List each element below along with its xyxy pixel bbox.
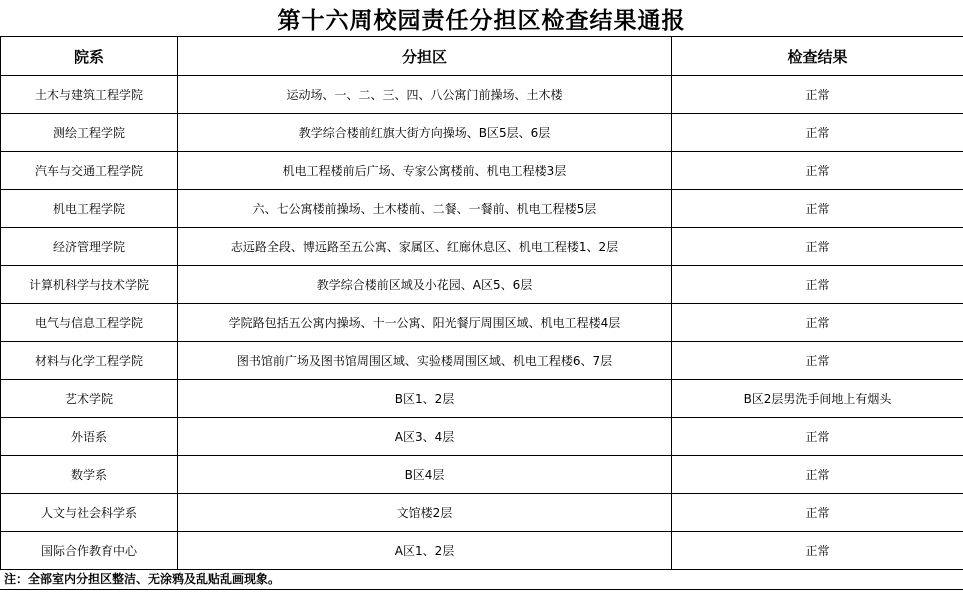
cell-dept: 汽车与交通工程学院 [1,152,178,190]
cell-dept: 测绘工程学院 [1,114,178,152]
cell-result: 正常 [672,76,963,114]
cell-area: B区4层 [178,456,672,494]
cell-result: 正常 [672,228,963,266]
table-row [1,304,963,342]
cell-area: 机电工程楼前后广场、专家公寓楼前、机电工程楼3层 [178,152,672,190]
cell-dept: 计算机科学与技术学院 [1,266,178,304]
inspection-table [0,36,963,570]
cell-dept: 土木与建筑工程学院 [1,76,178,114]
cell-area: 教学综合楼前区域及小花园、A区5、6层 [178,266,672,304]
header-area: 分担区 [178,37,672,76]
cell-result: 正常 [672,456,963,494]
table-row [1,532,963,570]
table-row [1,494,963,532]
table-row [1,114,963,152]
cell-result: 正常 [672,266,963,304]
cell-area: 学院路包括五公寓内操场、十一公寓、阳光餐厅周围区域、机电工程楼4层 [178,304,672,342]
cell-area: 六、七公寓楼前操场、土木楼前、二餐、一餐前、机电工程楼5层 [178,190,672,228]
cell-dept: 材料与化学工程学院 [1,342,178,380]
cell-area: 图书馆前广场及图书馆周围区域、实验楼周围区域、机电工程楼6、7层 [178,342,672,380]
table-row [1,76,963,114]
cell-result: 正常 [672,494,963,532]
cell-result: 正常 [672,304,963,342]
table-row [1,190,963,228]
cell-result: 正常 [672,190,963,228]
table-row [1,456,963,494]
header-result: 检查结果 [672,37,963,76]
cell-result: 正常 [672,152,963,190]
cell-result: 正常 [672,418,963,456]
cell-result: 正常 [672,114,963,152]
cell-area: B区1、2层 [178,380,672,418]
cell-area: 文馆楼2层 [178,494,672,532]
cell-dept: 电气与信息工程学院 [1,304,178,342]
cell-dept: 人文与社会科学系 [1,494,178,532]
cell-dept: 数学系 [1,456,178,494]
cell-area: 志远路全段、博远路至五公寓、家属区、红廊休息区、机电工程楼1、2层 [178,228,672,266]
table-row [1,228,963,266]
cell-dept: 机电工程学院 [1,190,178,228]
table-row [1,266,963,304]
cell-dept: 经济管理学院 [1,228,178,266]
table-header-row [1,37,963,76]
cell-area: 运动场、一、二、三、四、八公寓门前操场、土木楼 [178,76,672,114]
bottom-border [0,589,963,590]
cell-result: B区2层男洗手间地上有烟头 [672,380,963,418]
table-row [1,418,963,456]
cell-result: 正常 [672,532,963,570]
cell-dept: 国际合作教育中心 [1,532,178,570]
table-row [1,342,963,380]
cell-area: A区1、2层 [178,532,672,570]
table-row [1,380,963,418]
cell-area: A区3、4层 [178,418,672,456]
cell-area: 教学综合楼前红旗大街方向操场、B区5层、6层 [178,114,672,152]
cell-dept: 艺术学院 [1,380,178,418]
header-dept: 院系 [1,37,178,76]
table-row [1,152,963,190]
report-title: 第十六周校园责任分担区检查结果通报 [277,6,686,34]
footer-note: 注：全部室内分担区整洁、无涂鸦及乱贴乱画现象。 [4,572,281,586]
cell-dept: 外语系 [1,418,178,456]
cell-result: 正常 [672,342,963,380]
